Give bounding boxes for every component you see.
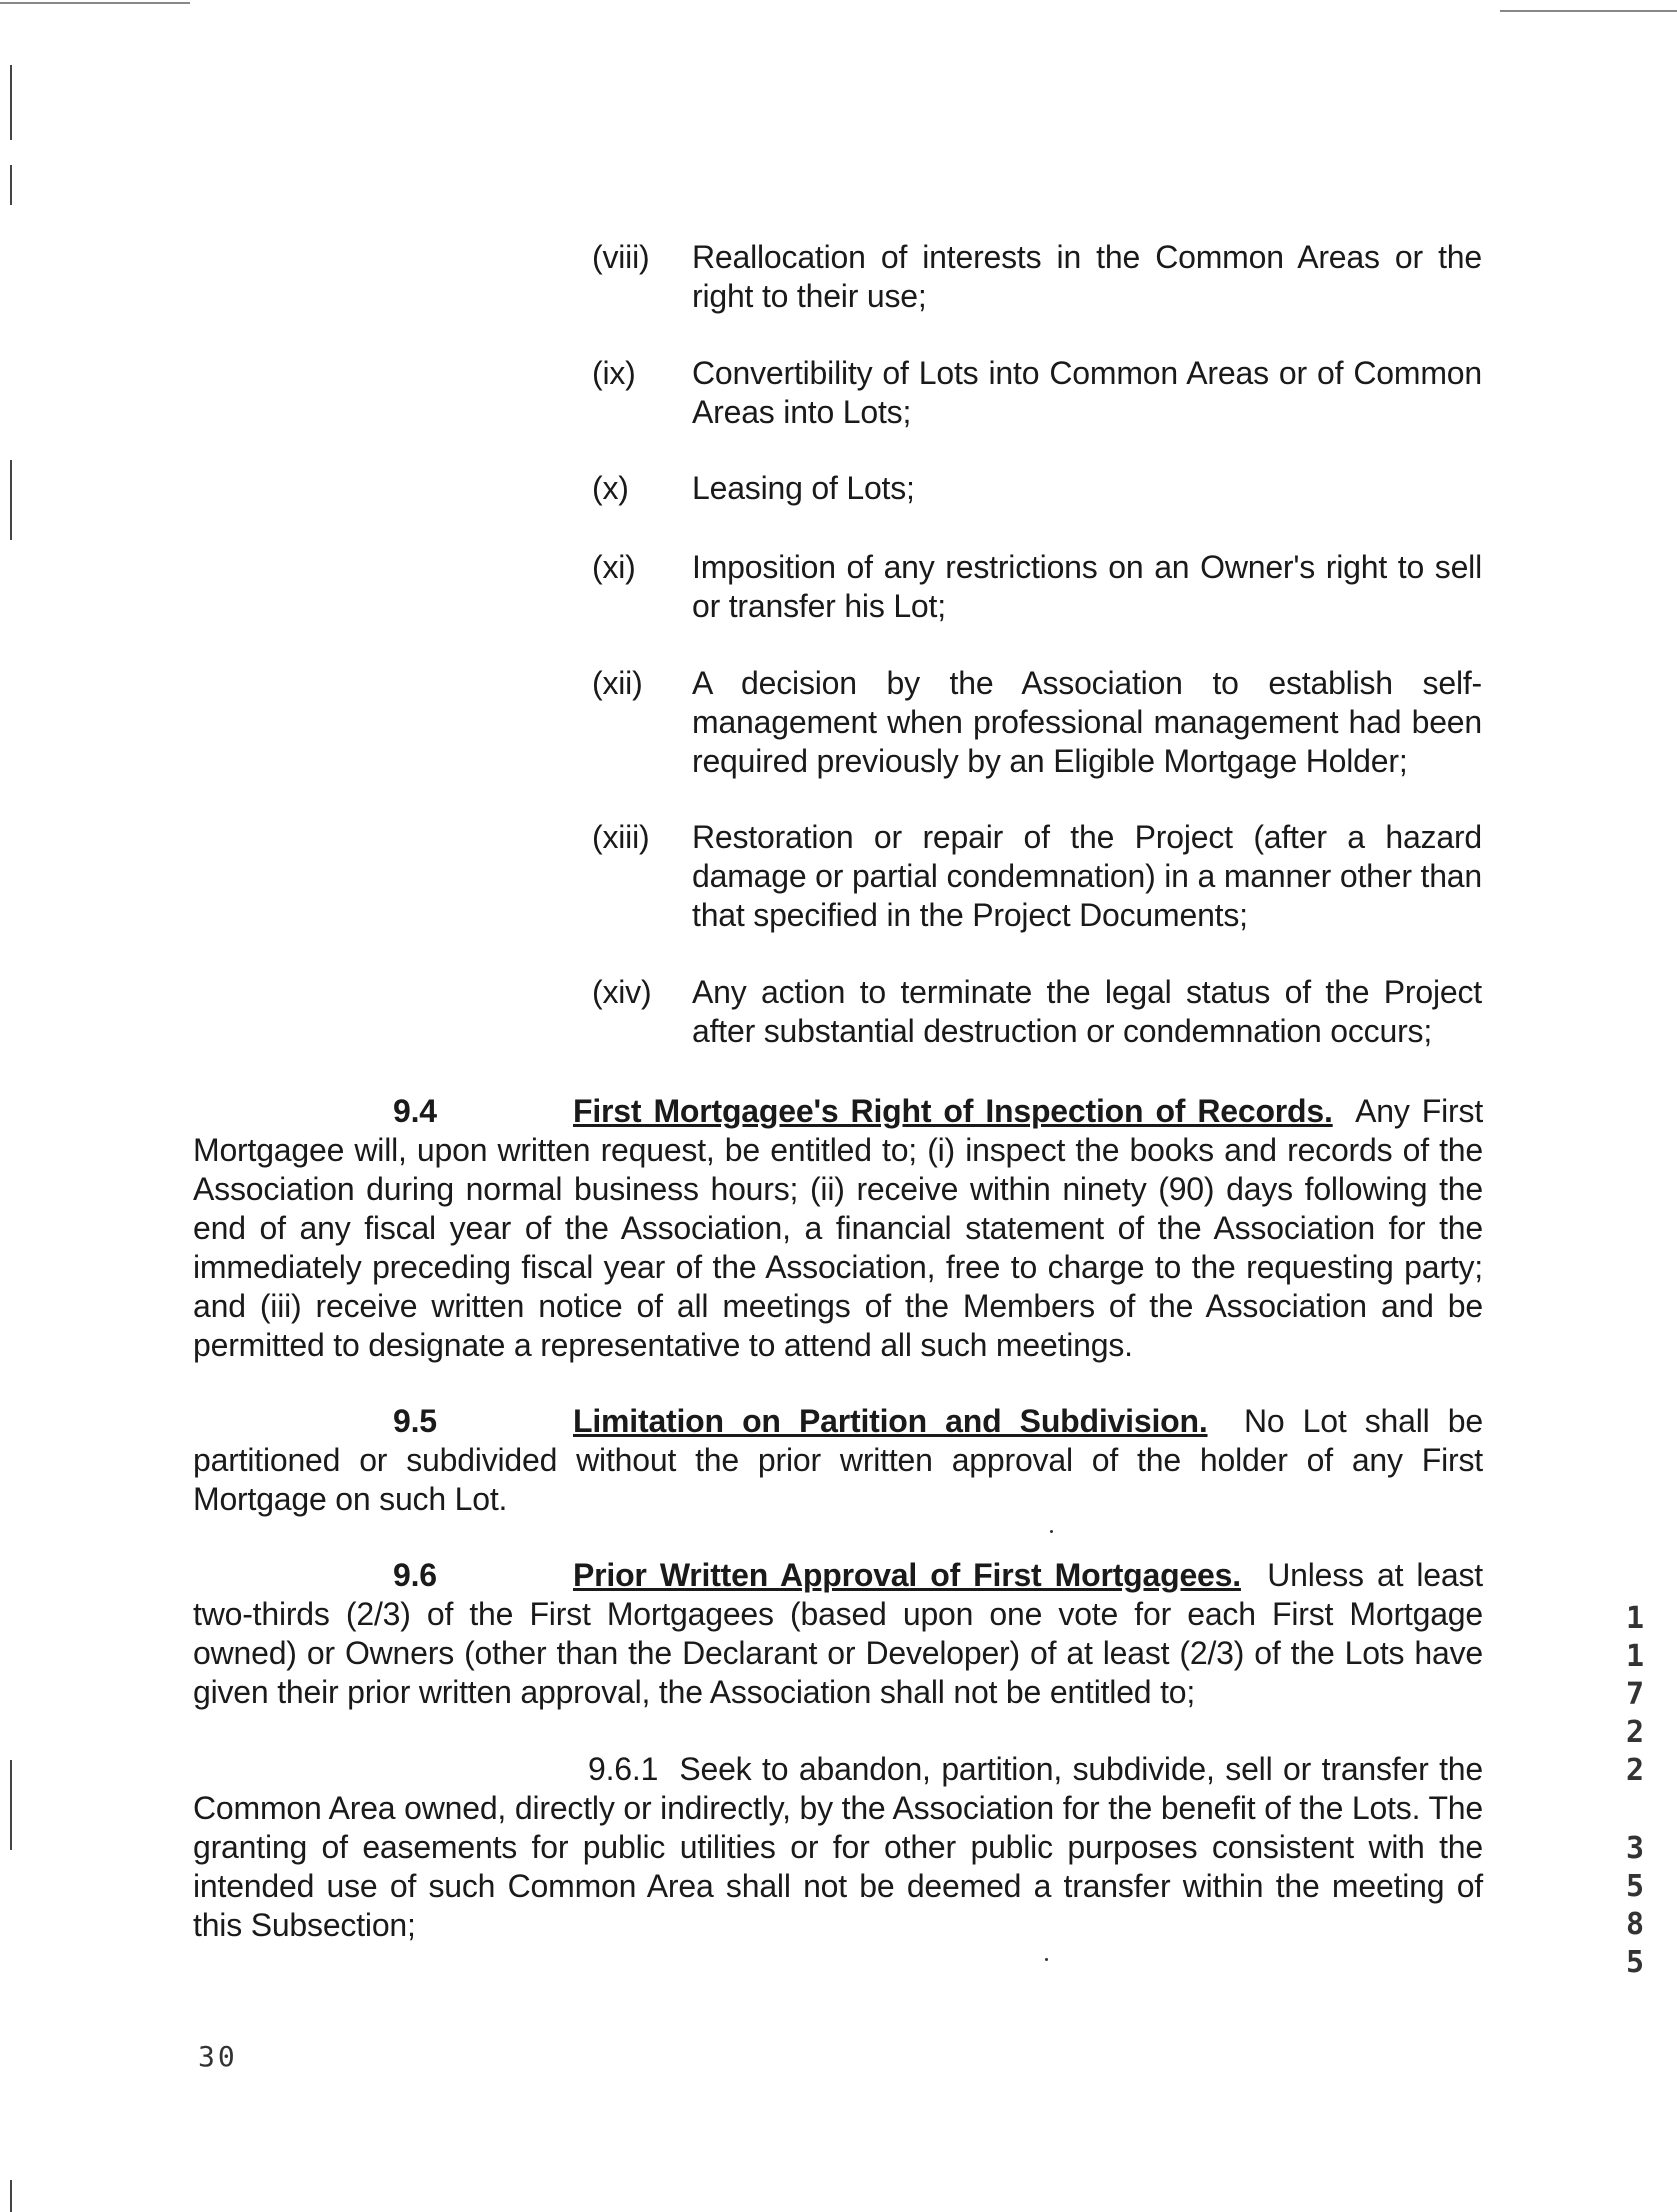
list-item-number: (ix): [592, 355, 636, 391]
stamp-digit: 2: [1625, 1715, 1645, 1750]
section-text: No Lot shall be partitioned or subdivided without the prior written approval of the holder of any First Mortgage on such Lot.: [193, 1403, 1483, 1517]
list-item-number: (xiv): [592, 974, 652, 1010]
section-text: Unless at least two-thirds (2/3) of the First Mortgagees (based upon one vote for each First Mortgage owned) or Owners (other than the Declarant or Developer) of at least (2/3) of the Lots have given their prior written approval, the Association shall not be entitled to;: [193, 1557, 1483, 1710]
stamp-digit: 1: [1625, 1601, 1645, 1636]
section-number: 9.4: [393, 1093, 437, 1129]
page-number: 30: [198, 2040, 238, 2073]
list-item-number: (xi): [592, 549, 636, 585]
scan-speck: [1045, 1958, 1048, 1961]
list-item-number: (x): [592, 470, 629, 506]
list-item-text: Restoration or repair of the Project (after a hazard damage or partial condemnation) in a manner other than that specified in the Project Documents;: [692, 819, 1482, 933]
list-item-text: Leasing of Lots;: [692, 470, 915, 506]
scan-margin-mark: [10, 65, 12, 140]
subsection-text: Seek to abandon, partition, subdivide, sell or transfer the Common Area owned, directly or indirectly, by the Association for the benefit of the Lots. The granting of easements for public utilities or for other public purposes consistent with the intended use of such Common Area shall not be deemed a transfer within the meeting of this Subsection;: [193, 1751, 1484, 1943]
list-item-text: Reallocation of interests in the Common Areas or the right to their use;: [692, 239, 1482, 314]
subsection-number: 9.6.1: [588, 1751, 659, 1787]
list-item-number: (viii): [592, 239, 650, 275]
stamp-digit: 3: [1625, 1831, 1645, 1866]
subsection-9-6-1: [193, 1750, 1483, 1945]
scan-edge-rule: [0, 2, 190, 4]
recording-stamp: [1618, 1600, 1652, 1982]
section-text: Any First Mortgagee will, upon written request, be entitled to; (i) inspect the books and records of the Association during normal business hours; (ii) receive within ninety (90) days following the end of any fiscal year of the Association, a financial statement of the Association for the immediately preceding fiscal year of the Association, free to charge to the requesting party; and (iii) receive written notice of all meetings of the Members of the Association and be permitted to designate a representative to attend all such meetings.: [193, 1093, 1484, 1363]
stamp-digit: 1: [1625, 1639, 1645, 1674]
section-number: 9.5: [393, 1403, 437, 1439]
list-item-text: Any action to terminate the legal status of the Project after substantial destruction or condemnation occurs;: [692, 974, 1482, 1049]
list-item-text: Imposition of any restrictions on an Owner's right to sell or transfer his Lot;: [692, 549, 1482, 624]
scan-margin-mark: [10, 165, 12, 205]
stamp-digit: 7: [1625, 1677, 1645, 1712]
stamp-digit: 5: [1625, 1869, 1645, 1904]
section-9-4: [193, 1092, 1483, 1365]
scan-margin-mark: [10, 460, 12, 540]
section-title: First Mortgagee's Right of Inspection of Records.: [573, 1093, 1333, 1129]
section-number: 9.6: [393, 1557, 437, 1593]
stamp-digit: 2: [1625, 1753, 1645, 1788]
stamp-gap: [1618, 1790, 1652, 1830]
stamp-digit: 5: [1625, 1945, 1645, 1980]
scan-margin-mark: [10, 1760, 12, 1850]
scan-speck: [1050, 1530, 1053, 1533]
section-9-6: [193, 1556, 1483, 1712]
stamp-digit: 8: [1625, 1907, 1645, 1942]
section-title: Limitation on Partition and Subdivision.: [573, 1403, 1208, 1439]
list-item-text: Convertibility of Lots into Common Areas or of Common Areas into Lots;: [692, 355, 1482, 430]
section-title: Prior Written Approval of First Mortgagees.: [573, 1557, 1241, 1593]
scan-edge-rule: [1500, 10, 1677, 12]
list-item-number: (xii): [592, 665, 643, 701]
section-9-5: [193, 1402, 1483, 1519]
list-item-text: A decision by the Association to establish self-management when professional management had been required previously by an Eligible Mortgage Holder;: [692, 665, 1482, 779]
scan-margin-mark: [10, 2180, 12, 2212]
list-item-number: (xiii): [592, 819, 650, 855]
